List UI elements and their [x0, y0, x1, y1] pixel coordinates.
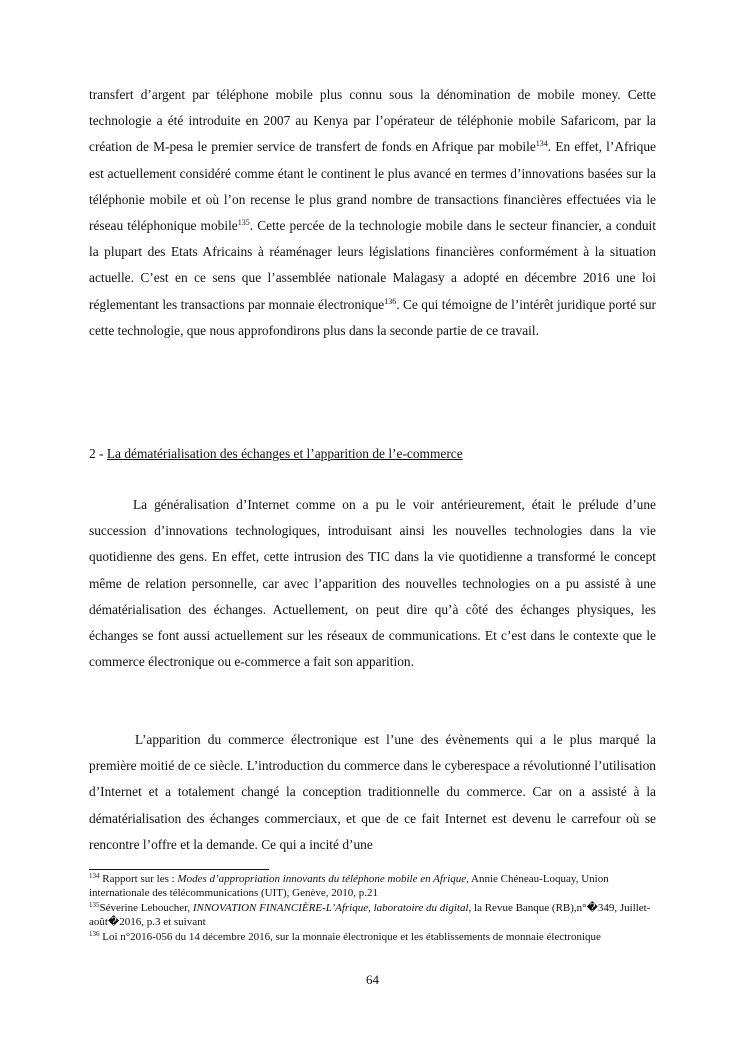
paragraph1-part4: . Ce qui témoigne de l’intérêt juridique porté sur cette technologie, que nous approfondirons plus dans la seconde partie de ce travail. — [89, 296, 656, 338]
footnote-prefix: Loi n°2016-056 du 14 décembre 2016, sur la monnaie électronique et les établissements de monnaie électronique — [99, 930, 601, 943]
paragraph2-text: La généralisation d’Internet comme on a pu le voir antérieurement, était le prélude d’une succession d’innovations technologiques, introduisant ainsi les nouvelles technologies dans la vie quotidienne des gens. En effet, cette intrusion des TIC dans la vie quotidienne a transformé le concept même de relation personnelle, car avec l’apparition des nouvelles technologies on a pu assisté à une dématérialisation des échanges. Actuellement, on peut dire qu’à côté des échanges physiques, les échanges se font aussi actuellement sur les réseaux de communications. Et c’est dans le contexte que le commerce électronique ou e-commerce a fait son apparition. — [89, 497, 656, 670]
footnote-ref-135[interactable]: 135 — [237, 218, 250, 228]
page-number: 64 — [366, 972, 379, 987]
footnote-title: Modes d’appropriation innovants du téléphone mobile en Afrique — [177, 873, 467, 885]
footnote-separator — [89, 869, 269, 870]
footnote-number: 136 — [89, 929, 100, 938]
section-heading-title: La dématérialisation des échanges et l’apparition de l’e-commerce — [106, 446, 463, 461]
paragraph1-part1: transfert d’argent par téléphone mobile plus connu sous la dénomination de mobile money. Cette technologie a été introduite en 2007 au Kenya par l’opérateur de téléphonie mobile Safaricom, par la création de M-pesa le premier service de transfert de fonds en Afrique par mobile — [89, 87, 656, 155]
footnote-suffix: , Annie Chéneau-Loquay, Union internationale des télécommunications (UIT), Genève, 2010, p.21 — [89, 873, 609, 900]
section-heading — [89, 443, 463, 465]
footnote-suffix: la Revue Banque (RB),n°�349, Juillet-août�2016, p.3 et suivant — [89, 901, 651, 929]
paragraph-dematerialisation — [89, 492, 656, 675]
footnote-prefix: Séverine Leboucher, — [99, 901, 193, 914]
paragraph1-part3: . Cette percée de la technologie mobile dans le secteur financier, a conduit la plupart des Etats Africains à réaménager leurs législations financières conformément à la situation actuelle. C’est en ce sens que l’assemblée nationale Malagasy a adopté en décembre 2016 une loi réglementant les transactions par monnaie électronique — [89, 218, 657, 312]
footnote-ref-136[interactable]: 136 — [384, 296, 397, 306]
footnote-ref-134[interactable]: 134 — [535, 139, 548, 149]
footnote-136 — [89, 930, 661, 944]
paragraph-ecommerce — [89, 727, 656, 858]
paragraph1-part2: . En effet, l’Afrique est actuellement considéré comme étant le continent le plus avancé en termes d’innovations basées sur la téléphonie mobile et où l’on recense le plus grand nombre de transactions financières effectuées via le réseau téléphonique mobile — [89, 139, 656, 234]
footnote-number: 135 — [89, 900, 100, 909]
footnote-135 — [89, 901, 661, 930]
footnotes — [89, 872, 661, 944]
section-heading-number: 2 - — [89, 446, 107, 461]
footnote-134 — [89, 872, 661, 901]
paragraph-mobile-money — [89, 82, 656, 344]
paragraph3-text: L’apparition du commerce électronique est l’une des évènements qui a le plus marqué la première moitié de ce siècle. L’introduction du commerce dans le cyberespace a révolutionné l’utilisation d’Internet et a totalement changé la conception traditionnelle du commerce. Car on a assisté à la dématérialisation des échanges commerciaux, et que de ce fait Internet est devenu le carrefour où se rencontre l’offre et la demande. Ce qui a incité d’une — [89, 732, 656, 852]
footnote-title: INNOVATION FINANCIÈRE-L’Afrique, laboratoire du digital, — [192, 901, 472, 914]
footnote-number: 134 — [89, 872, 100, 880]
footnote-prefix: Rapport sur les : — [99, 873, 178, 885]
